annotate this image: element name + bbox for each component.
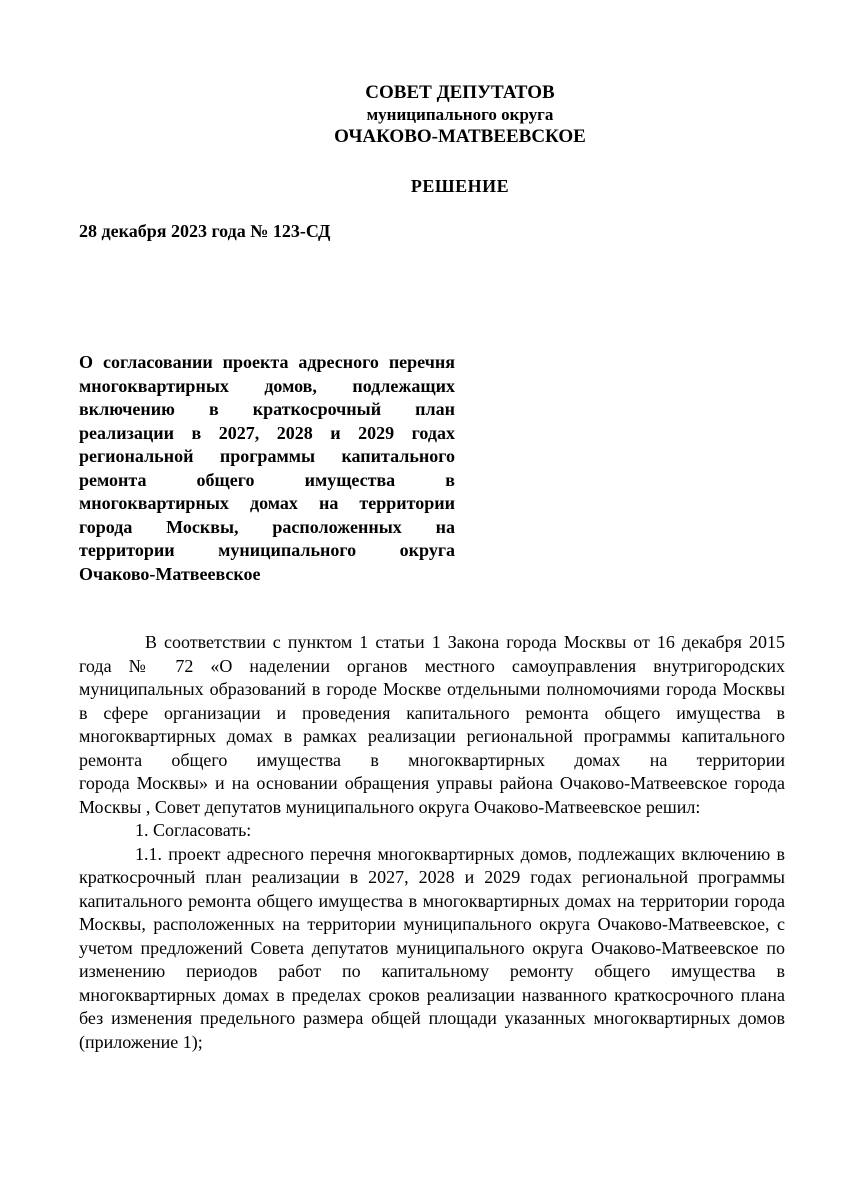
clause-1: 1. Согласовать: [135,820,252,840]
clause-1-1: 1.1. проект адресного перечня многоквартирных домов, подлежащих включению в краткосрочный план реализации в 2027, 2028 и 2029 годах региональной программы капитального ремонта общего имущества в многоквартирных домах на территории города Москвы, расположенных на территории муниципального округа Очаково-Матвеевское, с учетом предложений Совета депутатов муниципального округа Очаково-Матвеевское по изменению периодов работ по капитальному ремонту общего имущества в многоквартирных домах в пределах сроков реализации названного краткосрочного плана без изменения предельного размера общей площади указанных многоквартирных домов (приложение 1); [79,843,785,1052]
issuer-subtitle: муниципального округа [366,105,554,124]
document-type-title: РЕШЕНИЕ [410,176,510,196]
decision-body [79,631,785,1054]
issuer-district: ОЧАКОВО-МАТВЕЕВСКОЕ [334,126,586,147]
issuer-title: СОВЕТ ДЕПУТАТОВ [365,82,555,103]
preamble-part-1: В соответствии с пунктом 1 статьи 1 Закона города Москвы от 16 декабря 2015 года № 72 «О наделении органов местного самоуправления внутригородских муниципальных образований в городе Москве отдельными полномочиями города Москвы в сфере организации и проведения капитального ремонта общего имущества в многоквартирных домах в рамках реализации региональной программы капитального ремонта общего имущества в многоквартирных домах на территории [79,632,785,770]
preamble-part-2: города Москвы» и на основании обращения управы района Очаково-Матвеевское города Москвы , Совет депутатов муниципального округа Очаково-Матвеевское решил: [79,773,785,817]
issuer-header [60,82,848,148]
date-and-number: 28 декабря 2023 года № 123-СД [79,221,331,241]
decision-subject: О согласовании проекта адресного перечня многоквартирных домов, подлежащих включению в краткосрочный план реализации в 2027, 2028 и 2029 годах региональной программы капитального ремонта общего имущества в многоквартирных домах на территории города Москвы, расположенных на территории муниципального округа Очаково-Матвеевское [79,352,455,584]
